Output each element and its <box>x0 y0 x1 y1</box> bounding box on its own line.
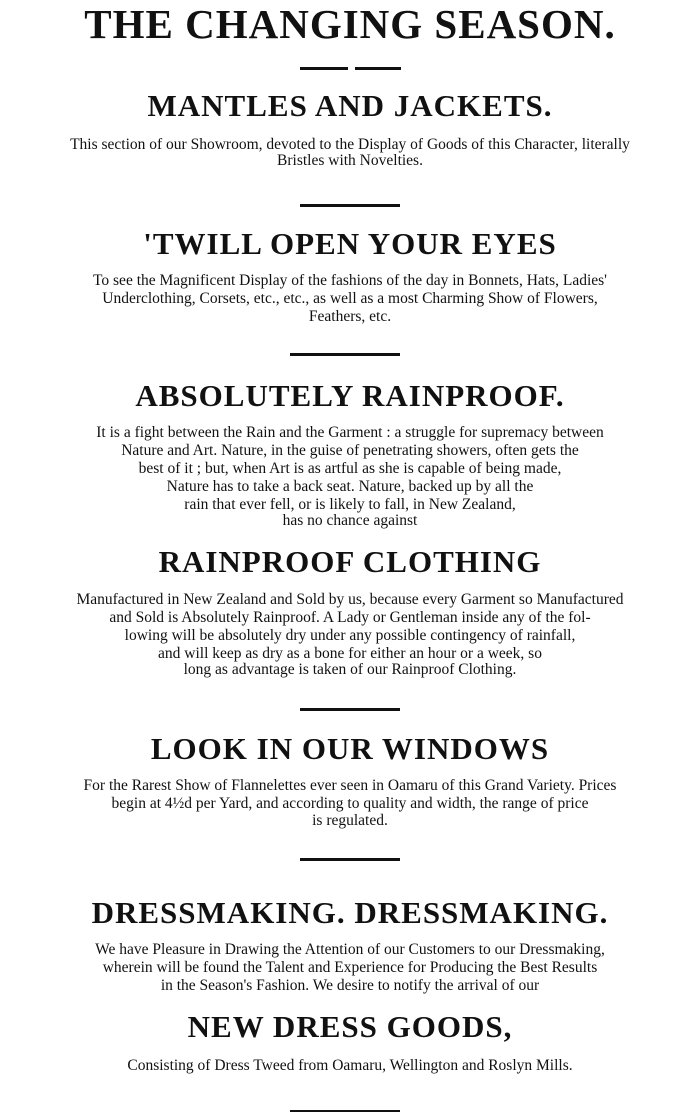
divider-rule <box>300 204 400 207</box>
body-line: is regulated. <box>312 812 388 829</box>
body-line: lowing will be absolutely dry under any possible contingency of rainfall, <box>124 627 576 644</box>
divider-rule <box>290 353 400 356</box>
section-heading: DRESSMAKING. DRESSMAKING. <box>91 895 609 930</box>
body-line: Manufactured in New Zealand and Sold by us, because every Garment so Manufactured <box>76 591 624 608</box>
section-heading: NEW DRESS GOODS, <box>187 1009 513 1044</box>
body-line: For the Rarest Show of Flannelettes ever seen in Oamaru of this Grand Variety. Prices <box>83 777 617 794</box>
body-line: Nature has to take a back seat. Nature, backed up by all the <box>166 478 534 495</box>
section-heading: 'TWILL OPEN YOUR EYES <box>143 226 557 261</box>
divider-rule <box>355 67 401 70</box>
divider-rule <box>300 708 400 711</box>
section-heading: MANTLES AND JACKETS. <box>147 88 553 123</box>
body-line: Underclothing, Corsets, etc., etc., as well as a most Charming Show of Flowers, <box>102 290 598 307</box>
body-line: To see the Magnificent Display of the fashions of the day in Bonnets, Hats, Ladies' <box>93 272 607 289</box>
body-line: We have Pleasure in Drawing the Attention of our Customers to our Dressmaking, <box>95 941 605 958</box>
body-line: Nature and Art. Nature, in the guise of penetrating showers, often gets the <box>121 442 579 459</box>
divider-rule <box>300 858 400 861</box>
main-title: THE CHANGING SEASON. <box>84 1 616 47</box>
section-heading: RAINPROOF CLOTHING <box>158 544 542 579</box>
section-heading: ABSOLUTELY RAINPROOF. <box>135 378 565 413</box>
divider-rule <box>290 1110 400 1112</box>
body-line: and will keep as dry as a bone for either an hour or a week, so <box>158 645 542 662</box>
section-heading: LOOK IN OUR WINDOWS <box>150 731 550 766</box>
body-line: in the Season's Fashion. We desire to notify the arrival of our <box>160 977 540 994</box>
body-line: Bristles with Novelties. <box>277 152 423 169</box>
body-line: begin at 4½d per Yard, and according to quality and width, the range of price <box>111 795 589 812</box>
body-line: It is a fight between the Rain and the Garment : a struggle for supremacy between <box>96 424 604 441</box>
body-line: rain that ever fell, or is likely to fall, in New Zealand, <box>184 496 516 513</box>
body-line: wherein will be found the Talent and Experience for Producing the Best Results <box>102 959 598 976</box>
body-line: long as advantage is taken of our Rainproof Clothing. <box>183 661 517 678</box>
body-line: best of it ; but, when Art is as artful as she is capable of being made, <box>138 460 562 477</box>
body-line: and Sold is Absolutely Rainproof. A Lady or Gentleman inside any of the fol- <box>109 609 591 626</box>
divider-rule <box>300 67 348 70</box>
body-line: Feathers, etc. <box>308 308 392 325</box>
body-line: This section of our Showroom, devoted to the Display of Goods of this Character, literally <box>70 136 630 153</box>
body-line: has no chance against <box>282 512 418 529</box>
body-line: Consisting of Dress Tweed from Oamaru, Wellington and Roslyn Mills. <box>127 1057 573 1074</box>
